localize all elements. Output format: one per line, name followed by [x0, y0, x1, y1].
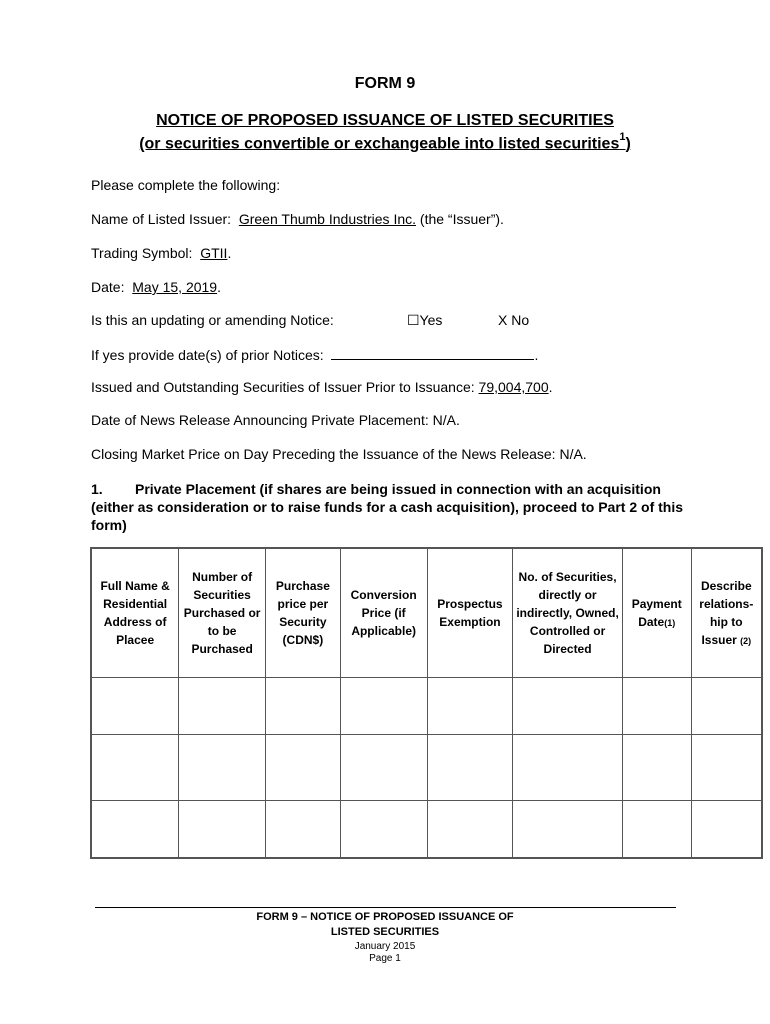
section-1-heading	[91, 480, 691, 534]
news-release-date: Date of News Release Announcing Private Placement: N/A.	[91, 412, 460, 428]
table-cell[interactable]	[427, 801, 513, 859]
table-cell[interactable]	[513, 735, 622, 801]
header-conversion-price: Conversion Price (if Applicable)	[340, 548, 427, 678]
section-number: 1.	[91, 481, 103, 497]
symbol-suffix: .	[227, 245, 232, 261]
table-row	[91, 678, 762, 735]
notice-subheading	[0, 133, 770, 153]
footer-date: January 2015	[354, 941, 416, 952]
table-cell[interactable]	[340, 735, 427, 801]
table-cell[interactable]	[265, 678, 340, 735]
table-cell[interactable]	[91, 678, 179, 735]
table-header-row	[91, 548, 762, 678]
table-cell[interactable]	[427, 678, 513, 735]
header-securities-owned: No. of Securities, directly or indirectly, Owned, Controlled or Directed	[513, 548, 622, 678]
footer-divider	[95, 907, 676, 908]
footer-subtitle: LISTED SECURITIES	[330, 926, 440, 938]
table-cell[interactable]	[265, 735, 340, 801]
table-cell[interactable]	[179, 801, 266, 859]
issuer-label: Name of Listed Issuer:	[91, 211, 232, 227]
table-cell[interactable]	[691, 801, 762, 859]
closing-market-price: Closing Market Price on Day Preceding the Issuance of the News Release: N/A.	[91, 446, 587, 462]
intro-text: Please complete the following:	[91, 177, 281, 193]
header-relationship	[691, 548, 762, 678]
date-label: Date:	[91, 279, 125, 295]
table-cell[interactable]	[622, 801, 691, 859]
table-cell[interactable]	[513, 801, 622, 859]
table-cell[interactable]	[513, 678, 622, 735]
table-cell[interactable]	[265, 801, 340, 859]
table-row	[91, 735, 762, 801]
header-payment-date	[622, 548, 691, 678]
header-prospectus-exemption: Prospectus Exemption	[427, 548, 513, 678]
issuer-suffix: (the “Issuer”).	[419, 211, 504, 227]
symbol-value: GTII	[200, 245, 228, 261]
table-cell[interactable]	[340, 678, 427, 735]
table-cell[interactable]	[179, 735, 266, 801]
private-placement-table	[90, 547, 763, 859]
table-cell[interactable]	[179, 678, 266, 735]
relationship-label: Describe relations-hip to Issuer	[699, 578, 754, 647]
date-suffix: .	[217, 279, 221, 295]
amending-label: Is this an updating or amending Notice:	[91, 312, 334, 328]
payment-note: (1)	[664, 617, 676, 628]
table-cell[interactable]	[91, 801, 179, 859]
footer-title: FORM 9 – NOTICE OF PROPOSED ISSUANCE OF	[256, 911, 514, 923]
relation-note: (2)	[740, 635, 752, 646]
prior-label: If yes provide date(s) of prior Notices:	[91, 347, 324, 363]
header-number-securities: Number of Securities Purchased or to be Purchased	[179, 548, 266, 678]
table-cell[interactable]	[340, 801, 427, 859]
payment-date-label: Payment Date	[631, 596, 682, 629]
subheading-close: )	[625, 135, 631, 153]
table-cell[interactable]	[691, 678, 762, 735]
prior-suffix: .	[534, 347, 539, 363]
outstanding-value: 79,004,700	[478, 379, 549, 395]
symbol-line	[91, 245, 231, 261]
prior-dates-field[interactable]	[331, 346, 534, 360]
outstanding-label: Issued and Outstanding Securities of Issuer Prior to Issuance:	[91, 379, 475, 395]
notice-heading: NOTICE OF PROPOSED ISSUANCE OF LISTED SECURITIES	[156, 112, 614, 129]
symbol-label: Trading Symbol:	[91, 245, 193, 261]
section-text: Private Placement (if shares are being issued in connection with an acquisition (either as consideration or to raise funds for a cash acquisition), proceed to Part 2 of this form)	[91, 481, 684, 533]
header-purchase-price: Purchase price per Security (CDN$)	[265, 548, 340, 678]
table-row	[91, 801, 762, 859]
date-value: May 15, 2019	[132, 279, 218, 295]
issuer-value: Green Thumb Industries Inc.	[238, 211, 417, 227]
subheading-text: (or securities convertible or exchangeable into listed securities	[139, 135, 620, 153]
outstanding-suffix: .	[548, 379, 553, 395]
table-cell[interactable]	[691, 735, 762, 801]
amending-yes-checkbox[interactable]: ☐Yes	[407, 312, 443, 328]
outstanding-line	[91, 379, 553, 395]
table-cell[interactable]	[622, 678, 691, 735]
table-cell[interactable]	[427, 735, 513, 801]
footer-page-number: Page 1	[369, 953, 401, 964]
header-full-name: Full Name & Residential Address of Placee	[91, 548, 179, 678]
table-cell[interactable]	[622, 735, 691, 801]
date-line	[91, 279, 221, 295]
issuer-line	[91, 211, 504, 227]
table-cell[interactable]	[91, 735, 179, 801]
footnote-marker: 1	[619, 131, 626, 143]
form-title: FORM 9	[354, 75, 416, 92]
prior-notices-line	[91, 346, 538, 363]
amending-no-option[interactable]: X No	[498, 312, 530, 328]
